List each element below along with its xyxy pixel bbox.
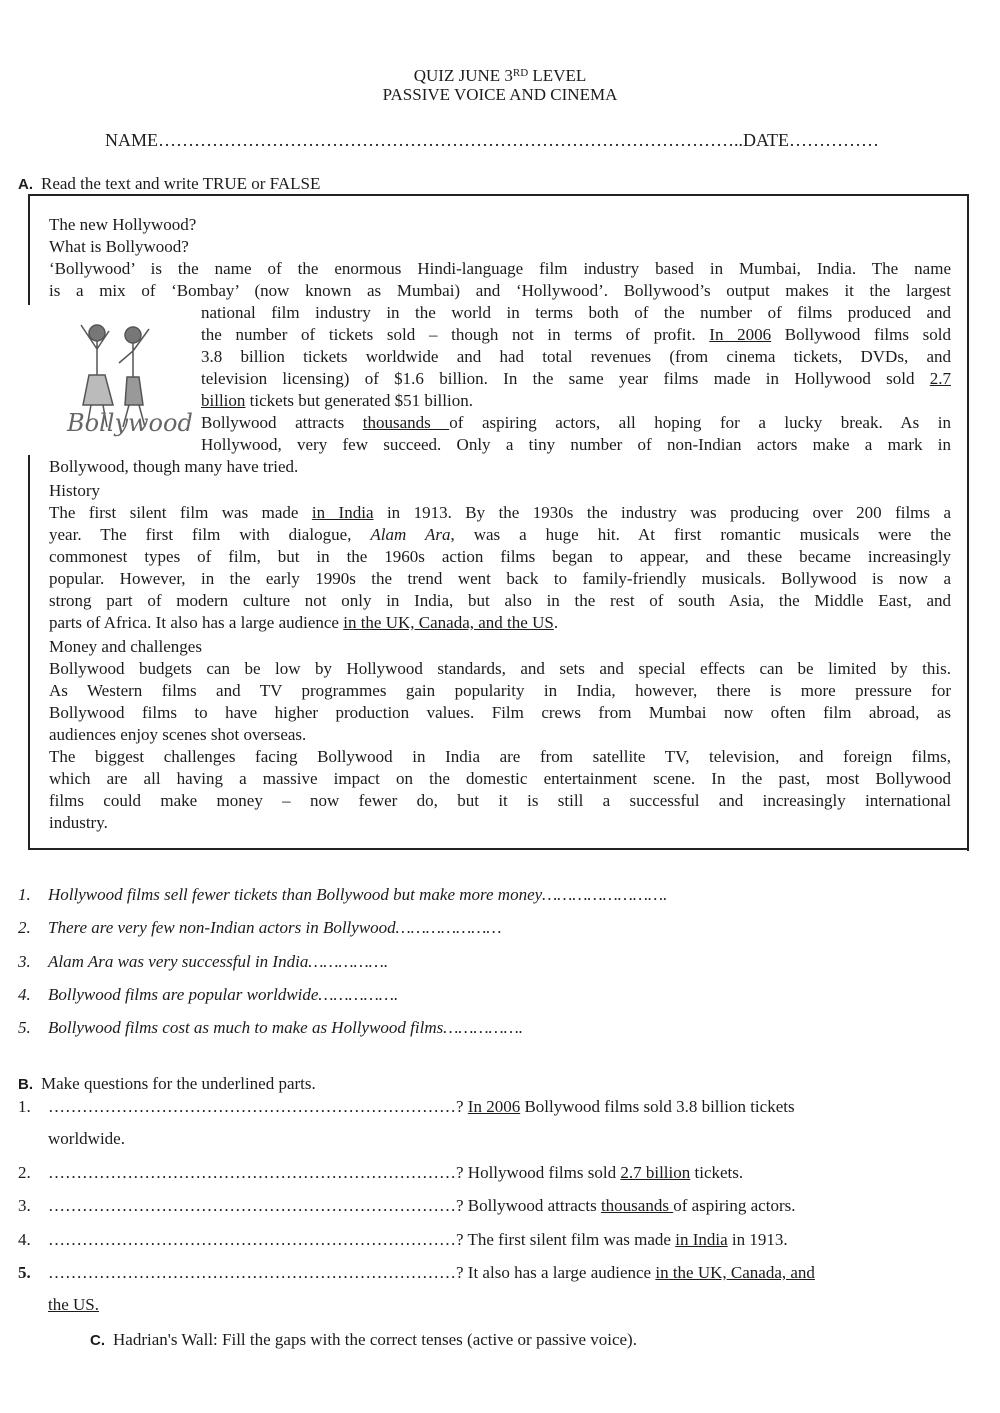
tf-question[interactable]: 2. There are very few non-Indian actors in Bollywood………………… [18,918,502,937]
text-line: Bollywood budgets can be low by Hollywood standards, and sets and special effects can be limited by this. [49,659,951,678]
text-line: parts of Africa. It also has a large audience in the UK, Canada, and the US. [49,613,559,632]
bollywood-dancers-image [45,305,195,453]
money-heading: Money and challenges [49,637,202,656]
tf-question[interactable]: 3. Alam Ara was very successful in India……………. [18,952,389,971]
text-line: Bollywood, though many have tried. [49,457,299,476]
text-line: Hollywood, very few succeed. Only a tiny number of non-Indian actors make a mark in [201,435,951,454]
text-line: As Western films and TV programmes gain popularity in India, however, there is more pressure for [49,681,951,700]
text-line: audiences enjoy scenes shot overseas. [49,725,307,744]
text-line: The first silent film was made in India in 1913. By the 1930s the industry was producing over 200 films a [49,503,951,522]
tf-question[interactable]: 4. Bollywood films are popular worldwide……………. [18,985,399,1004]
name-date-line: NAME……………………………………………………………………………………..DATE…………… [105,130,879,150]
text-line: ‘Bollywood’ is the name of the enormous Hindi-language film industry based in Mumbai, India. The name [49,259,951,278]
question-item[interactable]: 5. ………………………………………………………………? It also has a large audience in the UK, Canada, and [18,1263,815,1282]
text-line: which are all having a massive impact on the domestic entertainment scene. In the past, most Bollywood [49,769,951,788]
question-item-cont: worldwide. [48,1129,125,1148]
text-line: 3.8 billion tickets worldwide and had total revenues (from cinema tickets, DVDs, and [201,347,951,366]
text-line: is a mix of ‘Bombay’ (now known as Mumbai) and ‘Hollywood’. Bollywood’s output makes it the largest [49,281,951,300]
text-title: The new Hollywood? [49,215,197,234]
text-subtitle: What is Bollywood? [49,237,189,256]
question-item-cont: the US. [48,1295,99,1314]
text-line: billion tickets but generated $51 billion. [201,391,473,410]
question-item[interactable]: 3. ………………………………………………………………? Bollywood attracts thousands of aspiring actors. [18,1196,796,1215]
text-line: Bollywood films to have higher production values. Film crews from Mumbai now often film abroad, as [49,703,951,722]
question-item[interactable]: 1. ………………………………………………………………? In 2006 Bollywood films sold 3.8 billion tickets [18,1097,795,1116]
box-right-border [967,194,969,851]
section-b-heading: B. Make questions for the underlined parts. [18,1074,316,1093]
text-line: strong part of modern culture not only in India, but also in the rest of south Asia, the Middle East, and [49,591,951,610]
text-line: the number of tickets sold – though not in terms of profit. In 2006 Bollywood films sold [201,325,951,344]
text-line: films could make money – now fewer do, but it is still a successful and increasingly international [49,791,951,810]
question-item[interactable]: 4. ………………………………………………………………? The first silent film was made in India in 1913. [18,1230,788,1249]
text-line: year. The first film with dialogue, Alam Ara, was a huge hit. At first romantic musicals were the [49,525,951,544]
question-item[interactable]: 2. ………………………………………………………………? Hollywood films sold 2.7 billion tickets. [18,1163,744,1182]
text-line: commonest types of film, but in the 1960s action films began to appear, and these became increasingly [49,547,951,566]
quiz-title: QUIZ JUNE 3RD LEVEL [413,66,587,85]
image-caption: Bollywood [67,409,193,437]
box-left-gap [26,305,31,455]
section-c-heading: C. Hadrian's Wall: Fill the gaps with the correct tenses (active or passive voice). [90,1330,637,1349]
text-line: popular. However, in the early 1990s the trend went back to family-friendly musicals. Bollywood is now a [49,569,951,588]
text-line: The biggest challenges facing Bollywood in India are from satellite TV, television, and foreign films, [49,747,951,766]
section-a-heading: A. Read the text and write TRUE or FALSE [18,174,321,193]
text-line: national film industry in the world in terms both of the number of films produced and [201,303,951,322]
text-line: Bollywood attracts thousands of aspiring actors, all hoping for a lucky break. As in [201,413,951,432]
tf-question[interactable]: 1. Hollywood films sell fewer tickets than Bollywood but make more money……………………. [18,885,668,904]
text-line: industry. [49,813,108,832]
box-bottom-border [28,848,969,850]
history-heading: History [49,481,100,500]
text-line: television licensing) of $1.6 billion. In the same year films made in Hollywood sold 2.7 [201,369,951,388]
quiz-subtitle: PASSIVE VOICE AND CINEMA [382,85,618,104]
tf-question[interactable]: 5. Bollywood films cost as much to make as Hollywood films……………. [18,1018,524,1037]
